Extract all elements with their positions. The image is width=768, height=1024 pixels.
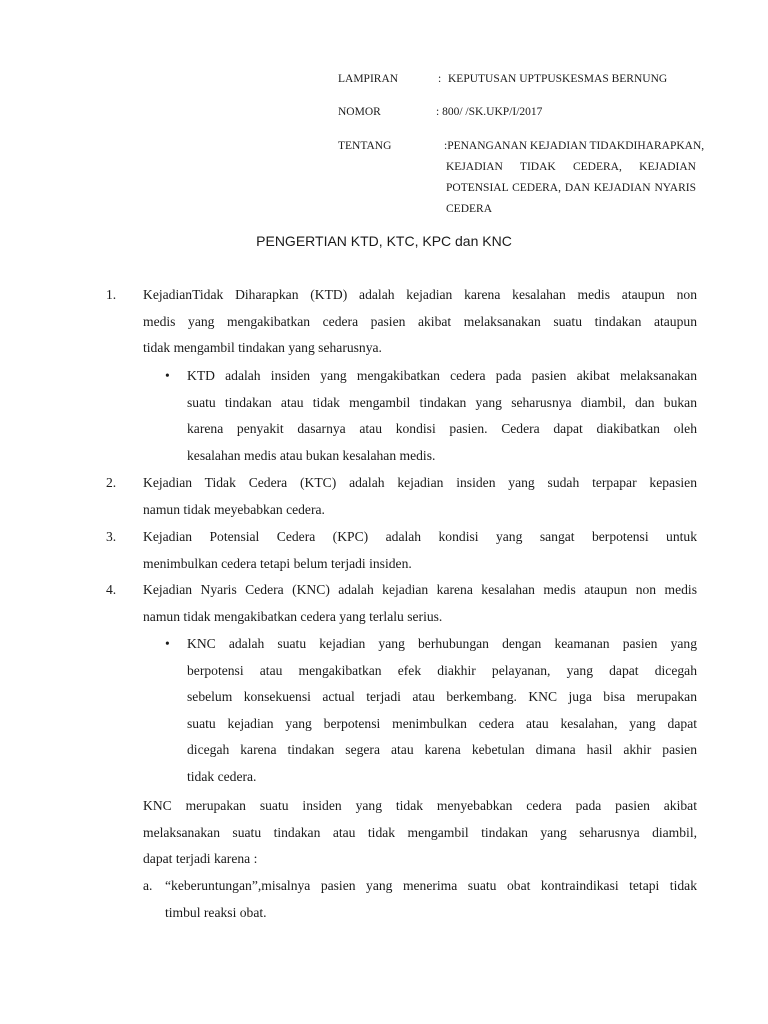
nomor-value: : 800/ /SK.UKP/I/2017 bbox=[436, 106, 543, 118]
text-line: kesalahan medis atau bukan kesalahan medis. bbox=[187, 447, 436, 463]
bullet-icon: • bbox=[165, 368, 170, 383]
lampiran-label: LAMPIRAN bbox=[338, 73, 399, 85]
tentang-value bbox=[444, 136, 705, 220]
sub-item-a-text bbox=[165, 873, 697, 926]
item-1-text bbox=[143, 282, 697, 362]
item-2-text bbox=[143, 470, 697, 523]
text-line: namun tidak meyebabkan cedera. bbox=[143, 501, 325, 517]
text-line: namun tidak mengakibatkan cedera yang terlalu serius. bbox=[143, 608, 443, 624]
nomor-label: NOMOR bbox=[338, 106, 381, 118]
text-line: tidak cedera. bbox=[187, 768, 257, 784]
lampiran-colon: : bbox=[438, 73, 442, 85]
item-4-bullet-text bbox=[187, 631, 697, 790]
knc-paragraph bbox=[143, 793, 697, 873]
text-line: “keberuntungan”,misalnya pasien yang menerima suatu obat kontraindikasi tetapi tidak bbox=[165, 878, 697, 893]
tentang-line: :PENANGANAN KEJADIAN TIDAKDIHARAPKAN, bbox=[444, 140, 705, 152]
sub-item-a-label: a. bbox=[143, 878, 153, 893]
text-line: dicegah karena tindakan segera atau karena kebetulan dimana hasil akhir pasien bbox=[187, 742, 697, 757]
item-1-bullet-text bbox=[187, 363, 697, 469]
text-line: Kejadian Tidak Cedera (KTC) adalah kejadian insiden yang sudah terpapar kepasien bbox=[143, 475, 697, 490]
item-4-number: 4. bbox=[106, 582, 117, 597]
text-line: KNC merupakan suatu insiden yang tidak menyebabkan cedera pada pasien akibat bbox=[143, 798, 697, 813]
text-line: suatu kejadian yang berpotensi menimbulkan cedera atau kesalahan, yang dapat bbox=[187, 715, 697, 731]
item-1-number: 1. bbox=[106, 287, 117, 302]
item-2-number: 2. bbox=[106, 475, 117, 490]
text-line: suatu tindakan atau tidak mengambil tindakan yang seharusnya diambil, dan bukan bbox=[187, 394, 697, 410]
text-line: dapat terjadi karena : bbox=[143, 851, 258, 866]
text-line: sebelum konsekuensi actual terjadi atau berkembang. KNC juga bisa merupakan bbox=[187, 689, 697, 704]
text-line: melaksanakan suatu tindakan atau tidak mengambil tindakan yang seharusnya diambil, bbox=[143, 824, 697, 840]
tentang-label: TENTANG bbox=[338, 140, 392, 152]
document-title: PENGERTIAN KTD, KTC, KPC dan KNC bbox=[256, 233, 512, 249]
tentang-line: POTENSIAL CEDERA, DAN KEJADIAN NYARIS bbox=[446, 182, 696, 194]
text-line: Kejadian Potensial Cedera (KPC) adalah kondisi yang sangat berpotensi untuk bbox=[143, 529, 697, 544]
text-line: timbul reaksi obat. bbox=[165, 904, 267, 920]
text-line: berpotensi atau mengakibatkan efek diakhir pelayanan, yang dapat dicegah bbox=[187, 662, 697, 678]
item-3-text bbox=[143, 524, 697, 577]
item-3-number: 3. bbox=[106, 529, 117, 544]
bullet-icon: • bbox=[165, 636, 170, 651]
text-line: menimbulkan cedera tetapi belum terjadi insiden. bbox=[143, 555, 412, 571]
text-line: KNC adalah suatu kejadian yang berhubungan dengan keamanan pasien yang bbox=[187, 636, 697, 651]
text-line: KTD adalah insiden yang mengakibatkan cedera pada pasien akibat melaksanakan bbox=[187, 368, 697, 383]
tentang-line: CEDERA bbox=[446, 203, 492, 215]
tentang-line: KEJADIAN TIDAK CEDERA, KEJADIAN bbox=[446, 161, 696, 173]
text-line: tidak mengambil tindakan yang seharusnya. bbox=[143, 340, 382, 355]
text-line: medis yang mengakibatkan cedera pasien akibat melaksanakan suatu tindakan ataupun bbox=[143, 313, 697, 329]
text-line: karena penyakit dasarnya atau kondisi pasien. Cedera dapat diakibatkan oleh bbox=[187, 421, 697, 436]
item-4-text bbox=[143, 577, 697, 630]
lampiran-value: KEPUTUSAN UPTPUSKESMAS BERNUNG bbox=[448, 73, 668, 85]
text-line: Kejadian Nyaris Cedera (KNC) adalah kejadian karena kesalahan medis ataupun non medis bbox=[143, 582, 697, 597]
text-line: KejadianTidak Diharapkan (KTD) adalah kejadian karena kesalahan medis ataupun non bbox=[143, 287, 697, 302]
